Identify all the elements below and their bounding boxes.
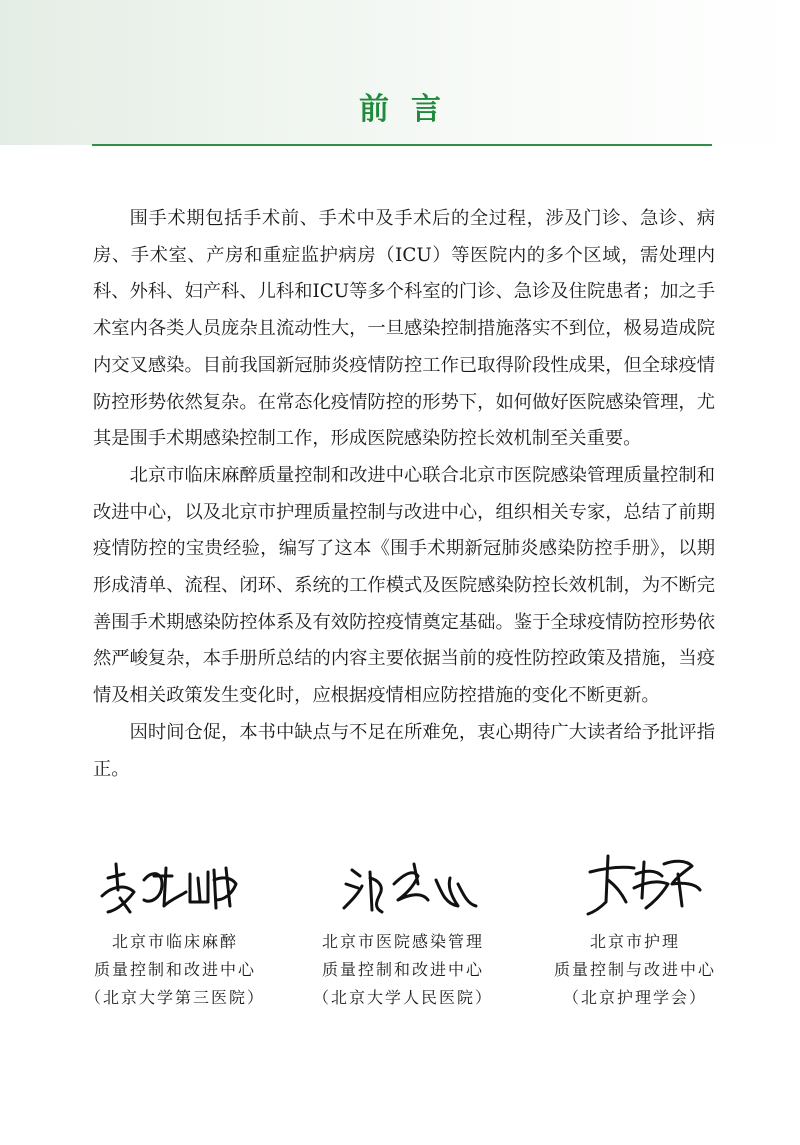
signature-block (0, 850, 800, 1010)
paragraph-1: 围手术期包括手术前、手术中及手术后的全过程，涉及门诊、急诊、病房、手术室、产房和重症监护病房（ICU）等医院内的多个区域，需处理内科、外科、妇产科、儿科和ICU等多个科室的门诊、急诊及住院患者；加之手术室内各类人员庞杂且流动性大，一旦感染控制措施落实不到位，极易造成院内交叉感染。目前我国新冠肺炎疫情防控工作已取得阶段性成果，但全球疫情防控形势依然复杂。在常态化疫情防控的形势下，如何做好医院感染管理，尤其是围手术期感染控制工作，形成医院感染防控长效机制至关重要。 (93, 208, 715, 450)
handwritten-signature-1 (90, 850, 260, 920)
signature-anesthesia (60, 850, 290, 1012)
signature-line-3: （北京大学第三医院） (84, 988, 265, 1007)
paragraph-3: 因时间仓促，本书中缺点与不足在所难免，衷心期待广大读者给予批评指正。 (93, 721, 715, 780)
signature-line-2: 质量控制和改进中心 (93, 960, 256, 979)
signature-line-3: （北京大学人民医院） (312, 988, 493, 1007)
signature-line-1: 北京市护理 (589, 932, 680, 951)
paragraph-2: 北京市临床麻醉质量控制和改进中心联合北京市医院感染管理质量控制和改进中心，以及北京市护理质量控制与改进中心，组织相关专家，总结了前期疫情防控的宝贵经验，编写了这本《围手术期新冠肺炎感染防控手册》，以期形成清单、流程、闭环、系统的工作模式及医院感染防控长效机制，为不断完善围手术期感染防控体系及有效防控疫情奠定基础。鉴于全球疫情防控形势依然严峻复杂，本手册所总结的内容主要依据当前的疫性防控政策及措施，当疫情及相关政策发生变化时，应根据疫情相应防控措施的变化不断更新。 (93, 464, 715, 707)
title-divider (92, 144, 712, 146)
signature-line-2: 质量控制和改进中心 (321, 960, 484, 979)
signature-line-1: 北京市临床麻醉 (111, 932, 238, 951)
signature-infection (288, 850, 518, 1012)
page-title: 前言 (359, 92, 463, 127)
handwritten-signature-2 (318, 850, 488, 920)
signature-line-3: （北京护理学会） (562, 988, 707, 1007)
signature-line-2: 质量控制与改进中心 (553, 960, 716, 979)
signature-line-1: 北京市医院感染管理 (321, 932, 484, 951)
handwritten-signature-3 (550, 850, 720, 920)
preface-body (93, 201, 715, 788)
signature-nursing (520, 850, 750, 1012)
